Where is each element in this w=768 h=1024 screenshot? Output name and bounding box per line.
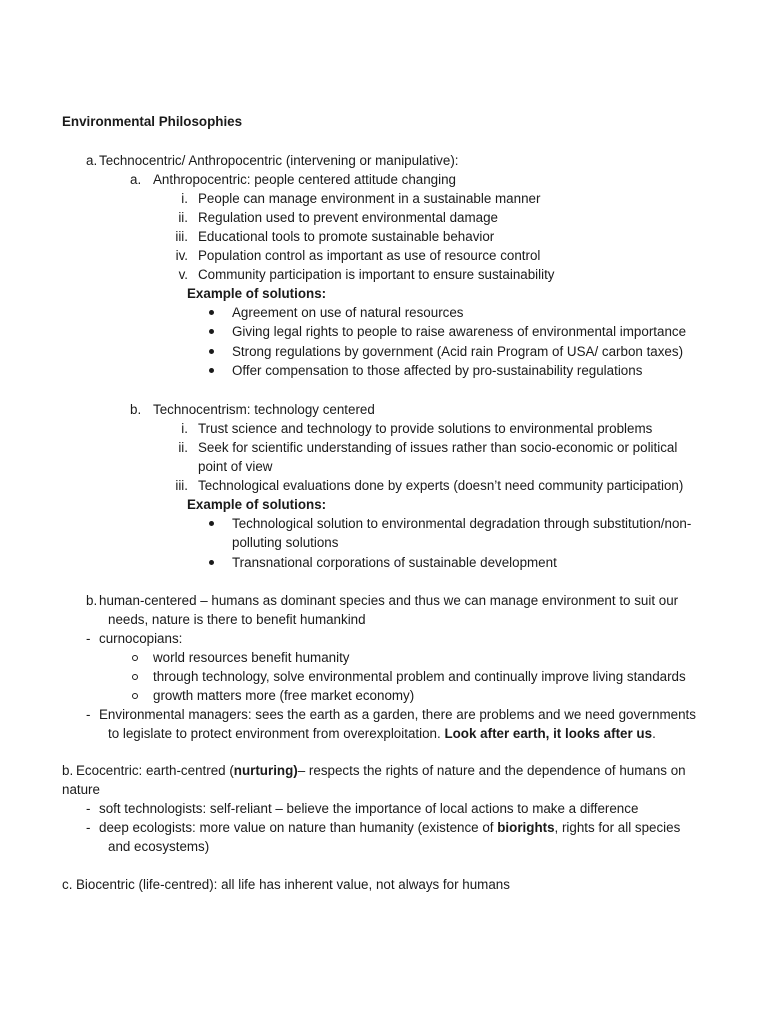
managers-text: Environmental managers: sees the earth as a garden, there are problems and we need governments: [99, 707, 696, 722]
ecocentric-text-pre: Ecocentric: earth-centred (: [76, 763, 234, 778]
bullet-item: Strong regulations by government (Acid rain Program of USA/ carbon taxes): [232, 344, 684, 359]
deep-ecologists-continuation: and ecosystems): [108, 839, 210, 854]
list-marker: iii.: [175, 229, 188, 244]
sub-b-marker: b.: [130, 402, 142, 417]
list-marker: i.: [181, 421, 188, 436]
bullet-item: Technological solution to environmental degradation through substitution/non-: [232, 516, 692, 531]
list-marker: iv.: [175, 248, 188, 263]
biocentric-marker: c.: [62, 877, 73, 892]
ecocentric-text-bold: nurturing): [233, 763, 298, 778]
section-a-marker: a.: [86, 153, 98, 168]
deep-ecologists-pre: deep ecologists: more value on nature than humanity (existence of: [99, 820, 494, 835]
list-item: Educational tools to promote sustainable behavior: [198, 229, 495, 244]
deep-ecologists-bold: biorights: [497, 820, 555, 835]
list-item: Trust science and technology to provide solutions to environmental problems: [198, 421, 653, 436]
list-marker: iii.: [175, 478, 188, 493]
ecocentric-marker: b.: [62, 763, 74, 778]
bullet-item: Offer compensation to those affected by pro-sustainability regulations: [232, 363, 643, 378]
ecocentric-continuation: nature: [62, 782, 100, 797]
sub-a-marker: a.: [130, 172, 142, 187]
list-item: Community participation is important to ensure sustainability: [198, 267, 555, 282]
managers-end-text: .: [652, 726, 656, 741]
curnocopians-label: curnocopians:: [99, 631, 183, 646]
document-title: Environmental Philosophies: [62, 114, 243, 129]
ecocentric-text-post: – respects the rights of nature and the dependence of humans on: [297, 763, 686, 778]
managers-cont-text: to legislate to protect environment from overexploitation.: [108, 726, 441, 741]
list-marker: ii.: [178, 210, 188, 225]
list-item: People can manage environment in a sustainable manner: [198, 191, 541, 206]
deep-ecologists-post: , rights for all species: [554, 820, 681, 835]
circle-bullet-item: through technology, solve environmental problem and continually improve living standards: [153, 669, 686, 684]
human-centered-text: human-centered – humans as dominant species and thus we can manage environment to suit our: [99, 593, 679, 608]
bullet-item-continuation: polluting solutions: [232, 535, 339, 550]
managers-continuation: [108, 724, 656, 743]
dash-marker: -: [86, 820, 91, 835]
sub-b-heading: Technocentrism: technology centered: [153, 402, 375, 417]
examples-label: Example of solutions:: [187, 497, 327, 512]
list-item: Technological evaluations done by experts (doesn’t need community participation): [198, 478, 684, 493]
bullet-item: Agreement on use of natural resources: [232, 305, 464, 320]
list-item: Seek for scientific understanding of issues rather than socio-economic or political: [198, 440, 678, 455]
list-marker: v.: [178, 267, 188, 282]
circle-bullet-item: world resources benefit humanity: [153, 650, 350, 665]
biocentric-text: Biocentric (life-centred): all life has inherent value, not always for humans: [76, 877, 510, 892]
list-item: Regulation used to prevent environmental damage: [198, 210, 498, 225]
managers-bold-text: Look after earth, it looks after us: [444, 726, 653, 741]
section-a-heading: Technocentric/ Anthropocentric (intervening or manipulative):: [99, 153, 459, 168]
list-marker: i.: [181, 191, 188, 206]
dash-marker: -: [86, 631, 91, 646]
dash-marker: -: [86, 801, 91, 816]
dash-marker: -: [86, 707, 91, 722]
ecocentric-text: [76, 761, 686, 780]
human-centered-marker: b.: [86, 593, 98, 608]
deep-ecologists-text: [99, 818, 680, 837]
examples-label: Example of solutions:: [187, 286, 327, 301]
list-item-continuation: point of view: [198, 459, 273, 474]
circle-bullet-item: growth matters more (free market economy): [153, 688, 415, 703]
list-item: Population control as important as use of resource control: [198, 248, 541, 263]
soft-technologists-text: soft technologists: self-reliant – believe the importance of local actions to make a difference: [99, 801, 639, 816]
list-marker: ii.: [178, 440, 188, 455]
bullet-item: Transnational corporations of sustainable development: [232, 555, 557, 570]
bullet-item: Giving legal rights to people to raise awareness of environmental importance: [232, 324, 687, 339]
sub-a-heading: Anthropocentric: people centered attitude changing: [153, 172, 456, 187]
human-centered-continuation: needs, nature is there to benefit humankind: [108, 612, 366, 627]
